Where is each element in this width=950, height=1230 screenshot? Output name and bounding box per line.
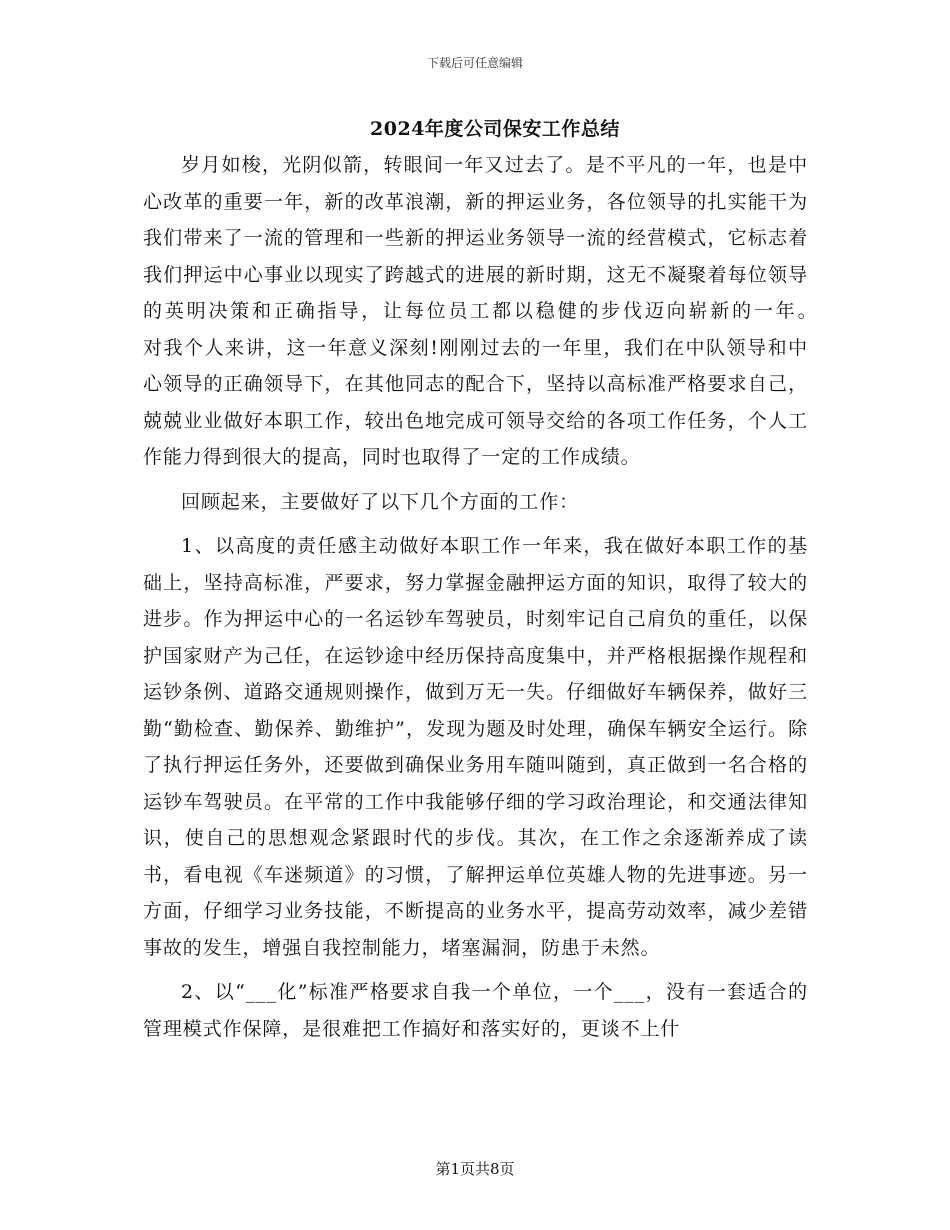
page-footer: 第1页共8页: [435, 1160, 515, 1178]
document-body: [143, 147, 848, 1047]
paragraph-intro: 岁月如梭，光阴似箭，转眼间一年又过去了。是不平凡的一年，也是中心改革的重要一年，新的改革浪潮，新的押运业务，各位领导的扎实能干为我们带来了一流的管理和一些新的押运业务领导一流的经营模式，它标志着我们押运中心事业以现实了跨越式的进展的新时期，这无不凝聚着每位领导的英明决策和正确指导，让每位员工都以稳健的步伐迈向崭新的一年。 对我个人来讲，这一年意义深刻!刚刚过去的一年里，我们在中队领导和中心领导的正确领导下，在其他同志的配合下，坚持以高标准严格要求自己，兢兢业业做好本职工作，较出色地完成可领导交给的各项工作任务，个人工作能力得到很大的提高，同时也取得了一定的工作成绩。: [143, 154, 848, 468]
paragraph-item-2: 2、以“___化”标准严格要求自我一个单位，一个___，没有一套适合的管理模式作保障，是很难把工作搞好和落实好的，更谈不上什: [143, 981, 808, 1040]
document-title: 2024年度公司保安工作总结: [370, 118, 620, 140]
header-note: 下载后可任意编辑: [426, 56, 523, 70]
paragraph-review: 回顾起来，主要做好了以下几个方面的工作：: [181, 490, 580, 513]
paragraph-item-1: 1、以高度的责任感主动做好本职工作一年来，我在做好本职工作的基础上，坚持高标准，严要求，努力掌握金融押运方面的知识，取得了较大的进步。作为押运中心的一名运钞车驾驶员，时刻牢记自己肩负的重任，以保护国家财产为己任，在运钞途中经历保持高度集中，并严格根据操作规程和运钞条例、道路交通规则操作，做到万无一失。仔细做好车辆保养，做好三勤“勤检查、勤保养、勤维护”，发现为题及时处理，确保车辆安全运行。除了执行押运任务外，还要做到确保业务用车随叫随到，真正做到一名合格的运钞车驾驶员。在平常的工作中我能够仔细的学习政治理论，和交通法律知识，使自己的思想观念紧跟时代的步伐。其次，在工作之余逐渐养成了读书，看电视《车迷频道》的习惯，了解押运单位英雄人物的先进事迹。另一方面，仔细学习业务技能，不断提高的业务水平，提高劳动效率，减少差错事故的发生，增强自我控制能力，堵塞漏洞，防患于未然。: [143, 535, 808, 959]
